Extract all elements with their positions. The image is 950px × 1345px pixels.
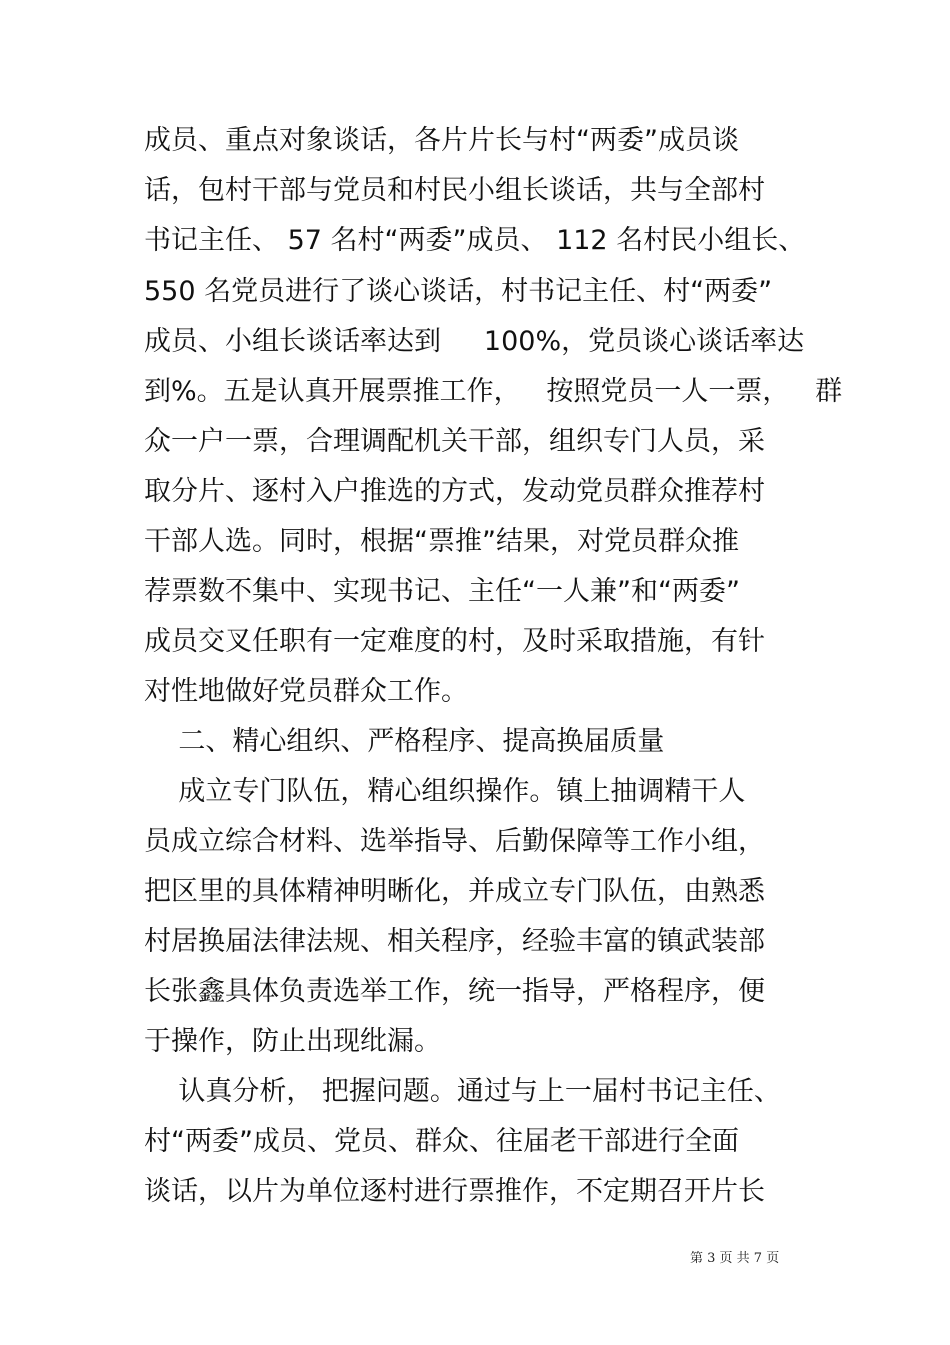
body-text-line: 荐票数不集中、实现书记、主任“一人兼”和“两委” xyxy=(144,576,740,607)
body-text-line: 长张鑫具体负责选举工作，统一指导，严格程序，便 xyxy=(144,976,765,1007)
body-text-line: 书记主任、 57 名村“两委”成员、 112 名村民小组长、 xyxy=(144,225,806,256)
body-text-line: 干部人选。同时，根据“票推”结果，对党员群众推 xyxy=(144,526,739,557)
body-text-line: 取分片、逐村入户推选的方式，发动党员群众推荐村 xyxy=(144,476,765,507)
body-text-line: 成立专门队伍，精心组织操作。镇上抽调精干人 xyxy=(144,776,746,807)
body-text-line: 550 名党员进行了谈心谈话，村书记主任、村“两委” xyxy=(144,276,773,307)
section-heading: 二、精心组织、严格程序、提高换届质量 xyxy=(144,726,665,757)
body-text-line: 成员交叉任职有一定难度的村，及时采取措施，有针 xyxy=(144,626,765,657)
body-text-line: 把区里的具体精神明晰化，并成立专门队伍，由熟悉 xyxy=(144,876,765,907)
body-text-line: 到%。五是认真开展票推工作， 按照党员一人一票， 群 xyxy=(144,376,843,407)
body-text-line: 员成立综合材料、选举指导、后勤保障等工作小组， xyxy=(144,826,765,857)
body-text-line: 众一户一票，合理调配机关干部，组织专门人员，采 xyxy=(144,426,765,457)
body-text-line: 村“两委”成员、党员、群众、往届老干部进行全面 xyxy=(144,1126,739,1157)
body-text-line: 话，包村干部与党员和村民小组长谈话，共与全部村 xyxy=(144,175,765,206)
body-text-line: 谈话，以片为单位逐村进行票推作，不定期召开片长 xyxy=(144,1176,765,1207)
body-text-line: 认真分析， 把握问题。通过与上一届村书记主任、 xyxy=(144,1076,781,1107)
body-text-line: 成员、小组长谈话率达到 100%，党员谈心谈话率达 xyxy=(144,326,805,357)
body-text-line: 成员、重点对象谈话，各片片长与村“两委”成员谈 xyxy=(144,125,739,156)
body-text-line: 于操作，防止出现纰漏。 xyxy=(144,1026,441,1057)
page-number-footer: 第 3 页 共 7 页 xyxy=(690,1251,780,1266)
body-text-line: 村居换届法律法规、相关程序，经验丰富的镇武装部 xyxy=(144,926,765,957)
body-text-line: 对性地做好党员群众工作。 xyxy=(144,676,468,707)
